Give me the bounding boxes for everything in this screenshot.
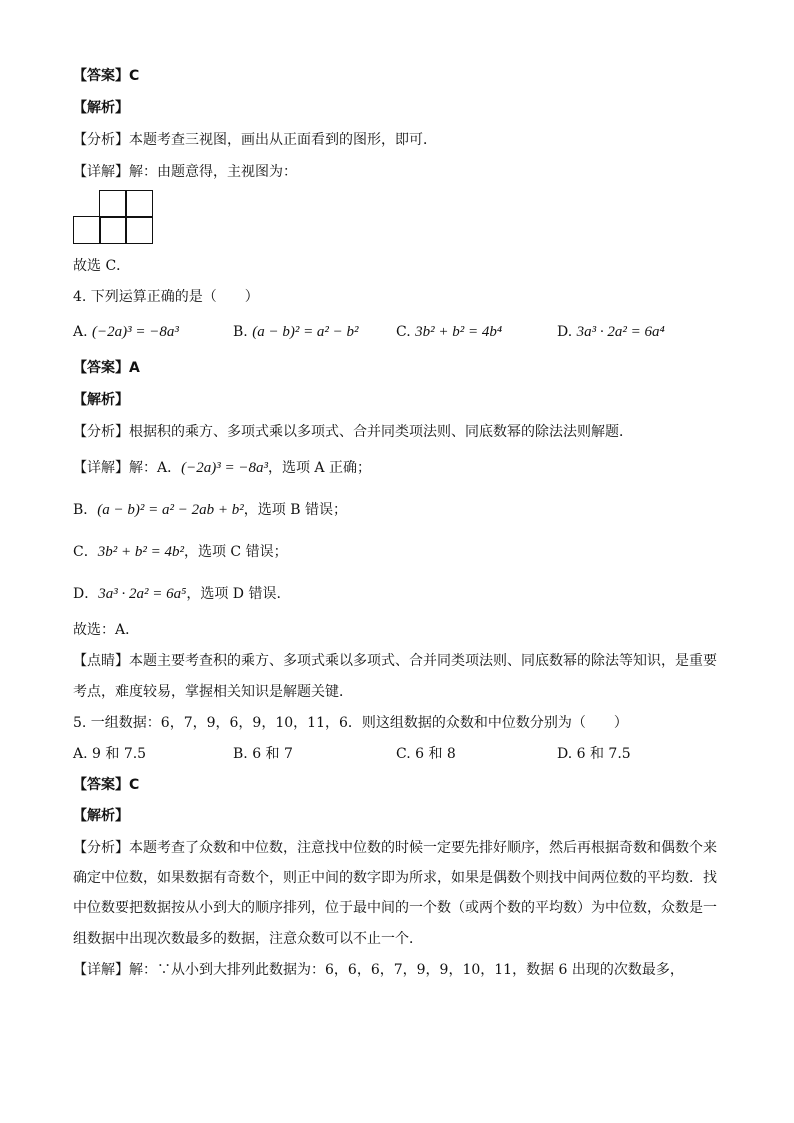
line-fenxi-5d: 组数据中出现次数最多的数据，注意众数可以不止一个． bbox=[73, 931, 423, 947]
q4-option-c bbox=[396, 322, 502, 342]
q4-option-b bbox=[233, 322, 359, 342]
q4-option-a-expr: (−2a)³ = −8a³ bbox=[92, 324, 179, 340]
grid-cell-top-1 bbox=[99, 190, 127, 218]
line-detail-5: 【详解】解：∵从小到大排列此数据为：6，6，6，7，9，9，10，11，数据 6 出现的次数最多， bbox=[73, 962, 684, 978]
grid-cell-bottom-2 bbox=[99, 216, 127, 244]
line-comment-4b: 考点，难度较易，掌握相关知识是解题关键． bbox=[73, 684, 353, 700]
line-conclusion-3: 故选 C． bbox=[73, 258, 131, 274]
question-5-stem: 5. 一组数据：6，7，9，6，9，10，11，6．则这组数据的众数和中位数分别为（ ） bbox=[73, 715, 628, 731]
line-fenxi-4: 【分析】根据积的乘方、多项式乘以多项式、合并同类项法则、同底数幂的除法法则解题． bbox=[73, 424, 633, 440]
q5-option-a: A. 9 和 7.5 bbox=[73, 746, 147, 762]
question-4-stem: 4. 下列运算正确的是（ ） bbox=[73, 289, 259, 305]
q4-option-a-label: A. bbox=[73, 324, 88, 340]
q5-option-d: D. 6 和 7.5 bbox=[557, 746, 631, 762]
q5-option-b: B. 6 和 7 bbox=[233, 746, 293, 762]
detail-4d-prefix: D． bbox=[73, 586, 99, 602]
line-fenxi-5a: 【分析】本题考查了众数和中位数，注意找中位数的时候一定要先排好顺序，然后再根据奇数和偶数个来 bbox=[73, 840, 717, 856]
q4-option-c-expr: 3b² + b² = 4b⁴ bbox=[415, 324, 503, 340]
line-comment-4a: 【点睛】本题主要考查积的乘方、多项式乘以多项式、合并同类项法则、同底数幂的除法等知识，是重要 bbox=[73, 653, 717, 669]
line-detail-3: 【详解】解：由题意得，主视图为： bbox=[73, 164, 297, 180]
line-fenxi-5c: 中位数要把数据按从小到大的顺序排列，位于最中间的一个数（或两个数的平均数）为中位数，众数是一 bbox=[73, 900, 717, 916]
detail-4a-expr: (−2a)³ = −8a³ bbox=[181, 460, 268, 476]
line-fenxi-5b: 确定中位数，如果数据有奇数个，则正中间的数字即为所求，如果是偶数个则找中间两位数的平均数．找 bbox=[73, 870, 717, 886]
q4-option-c-label: C. bbox=[396, 324, 411, 340]
detail-4a-prefix: 【详解】解：A． bbox=[73, 460, 182, 476]
line-fenxi-3: 【分析】本题考查三视图，画出从正面看到的图形，即可． bbox=[73, 132, 437, 148]
q4-option-d-expr: 3a³ · 2a² = 6a⁴ bbox=[576, 324, 665, 340]
line-answer-4: 【答案】A bbox=[73, 360, 140, 376]
line-answer-3: 【答案】C bbox=[73, 68, 140, 84]
grid-cell-bottom-3 bbox=[125, 216, 153, 244]
detail-4c-suffix: ，选项 C 错误； bbox=[183, 544, 288, 560]
detail-4b-suffix: ，选项 B 错误； bbox=[243, 502, 347, 518]
detail-4c-prefix: C． bbox=[73, 544, 98, 560]
detail-4c-expr: 3b² + b² = 4b² bbox=[97, 544, 184, 560]
line-detail-4a bbox=[73, 458, 371, 478]
line-answer-5: 【答案】C bbox=[73, 777, 140, 793]
q5-option-c: C. 6 和 8 bbox=[396, 746, 456, 762]
line-detail-4d bbox=[73, 584, 281, 604]
grid-cell-bottom-1 bbox=[73, 216, 101, 244]
q4-option-b-expr: (a − b)² = a² − b² bbox=[252, 324, 359, 340]
detail-4b-expr: (a − b)² = a² − 2ab + b² bbox=[97, 502, 244, 518]
detail-4d-expr: 3a³ · 2a² = 6a⁵ bbox=[98, 586, 187, 602]
q4-option-d bbox=[557, 322, 665, 342]
detail-4b-prefix: B． bbox=[73, 502, 98, 518]
q4-option-a bbox=[73, 322, 179, 342]
line-analysis-5: 【解析】 bbox=[73, 808, 129, 824]
q4-option-d-label: D. bbox=[557, 324, 573, 340]
q4-option-b-label: B. bbox=[233, 324, 248, 340]
line-detail-4c bbox=[73, 542, 288, 562]
front-view-figure bbox=[73, 190, 155, 244]
detail-4a-suffix: ，选项 A 正确； bbox=[267, 460, 371, 476]
detail-4d-suffix: ，选项 D 错误. bbox=[186, 586, 281, 602]
line-analysis-4: 【解析】 bbox=[73, 392, 129, 408]
line-conclusion-4: 故选：A． bbox=[73, 622, 140, 638]
line-detail-4b bbox=[73, 500, 347, 520]
line-analysis-3: 【解析】 bbox=[73, 100, 129, 116]
grid-cell-top-2 bbox=[125, 190, 153, 218]
